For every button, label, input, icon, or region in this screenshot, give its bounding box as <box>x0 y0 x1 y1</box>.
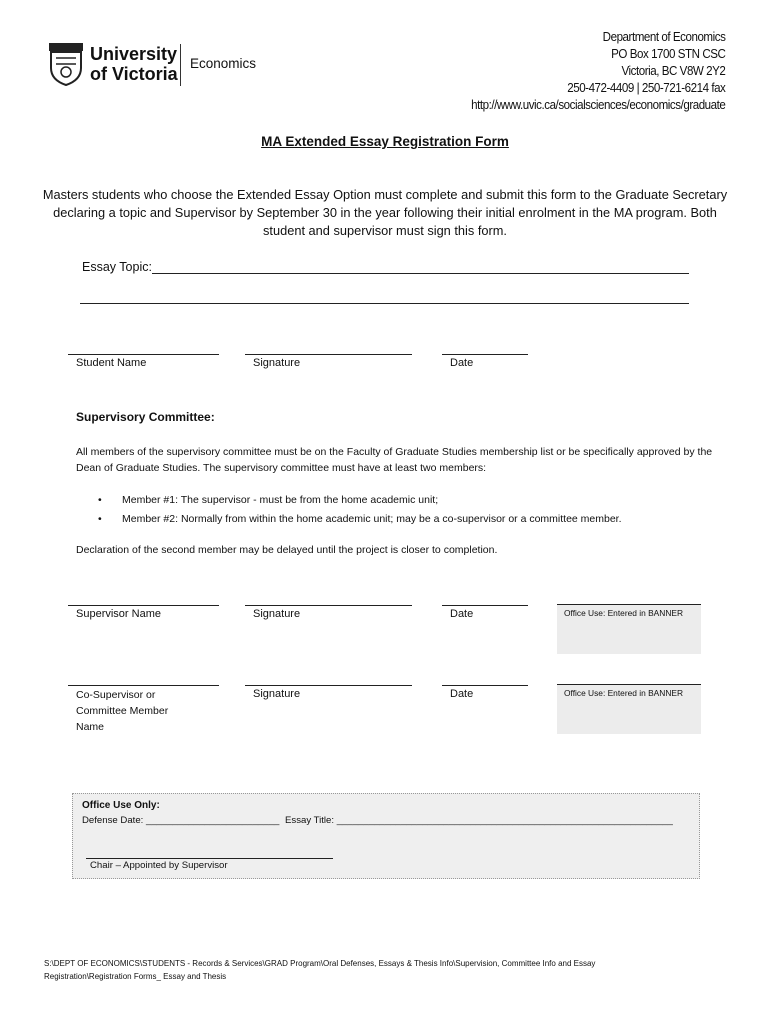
committee-description: All members of the supervisory committee must be on the Faculty of Graduate Studies membership list or be specifically approved by the Dean of Graduate Studies. The supervisory committee must have at least two members: <box>76 446 713 474</box>
defense-date-label: Defense Date: _________________________ <box>82 815 280 826</box>
cosupervisor-date-field[interactable] <box>442 685 528 686</box>
form-intro: Masters students who choose the Extended Essay Option must complete and submit this form to the Graduate Secretary declaring a topic and Supervisor by September 30 in the year following their initial enrolment in the MA program. Both student and supervisor must sign this form. <box>42 187 728 238</box>
student-name-label: Student Name <box>76 357 147 369</box>
committee-heading: Supervisory Committee: <box>76 410 215 424</box>
label-line: Name <box>76 721 105 733</box>
supervisor-signature-label: Signature <box>253 608 301 620</box>
cosupervisor-office-use-box <box>557 684 701 734</box>
address-line: Department of Economics <box>602 30 725 44</box>
student-signature-label: Signature <box>253 357 301 369</box>
logo-line-1: University <box>90 44 178 64</box>
list-item: • Member #2: Normally from within the home academic unit; may be a co-supervisor or a committee member. <box>98 510 622 529</box>
address-line: Victoria, BC V8W 2Y2 <box>621 64 725 78</box>
office-use-label: Office Use: Entered in BANNER <box>564 688 684 698</box>
university-logo-text <box>90 44 178 84</box>
cosupervisor-signature-field[interactable] <box>245 685 412 686</box>
address-line: 250-472-4409 | 250-721-6214 fax <box>566 81 725 95</box>
supervisor-office-use-box <box>557 604 701 654</box>
essay-title-label: Essay Title: _______________________________________________________________ <box>285 815 673 826</box>
logo-department: Economics <box>190 56 257 71</box>
supervisor-date-label: Date <box>450 608 474 620</box>
cosupervisor-name-label <box>76 687 168 735</box>
committee-members-list <box>98 491 622 529</box>
cosupervisor-name-field[interactable] <box>68 685 219 686</box>
label-line: Committee Member <box>76 705 169 717</box>
chair-field[interactable] <box>86 858 333 859</box>
essay-topic-label: Essay Topic: <box>82 260 152 274</box>
form-title: MA Extended Essay Registration Form <box>261 134 509 149</box>
logo-divider <box>180 44 181 86</box>
supervisor-name-field[interactable] <box>68 605 219 606</box>
declaration-note: Declaration of the second member may be delayed until the project is closer to completion. <box>76 544 498 556</box>
list-item: • Member #1: The supervisor - must be from the home academic unit; <box>98 491 622 510</box>
student-date-field[interactable] <box>442 354 528 355</box>
supervisor-signature-field[interactable] <box>245 605 412 606</box>
office-use-only-section <box>72 793 700 879</box>
essay-topic-field-line1[interactable] <box>152 273 689 274</box>
student-date-label: Date <box>450 357 474 369</box>
essay-topic-field-line2[interactable] <box>80 303 689 304</box>
cosupervisor-date-label: Date <box>450 688 474 700</box>
student-signature-field[interactable] <box>245 354 412 355</box>
office-use-only-heading: Office Use Only: <box>82 800 160 811</box>
footer-file-path: S:\DEPT OF ECONOMICS\STUDENTS - Records & Services\GRAD Program\Oral Defenses, Essays & Thesis Info\Supervision, Committee Info and Essay Registration\Registration Forms_ Essay and Thesis <box>44 959 596 981</box>
address-url[interactable]: http://www.uvic.ca/socialsciences/economics/graduate <box>470 98 725 112</box>
student-name-field[interactable] <box>68 354 219 355</box>
logo-line-2: of Victoria <box>90 64 178 84</box>
department-address <box>471 29 725 114</box>
supervisor-date-field[interactable] <box>442 605 528 606</box>
chair-label: Chair – Appointed by Supervisor <box>90 860 228 871</box>
label-line: Co-Supervisor or <box>76 689 156 701</box>
supervisor-name-label: Supervisor Name <box>76 608 161 620</box>
uvic-crest-icon <box>48 42 84 86</box>
address-line: PO Box 1700 STN CSC <box>610 47 725 61</box>
office-use-label: Office Use: Entered in BANNER <box>564 608 684 618</box>
cosupervisor-signature-label: Signature <box>253 688 301 700</box>
